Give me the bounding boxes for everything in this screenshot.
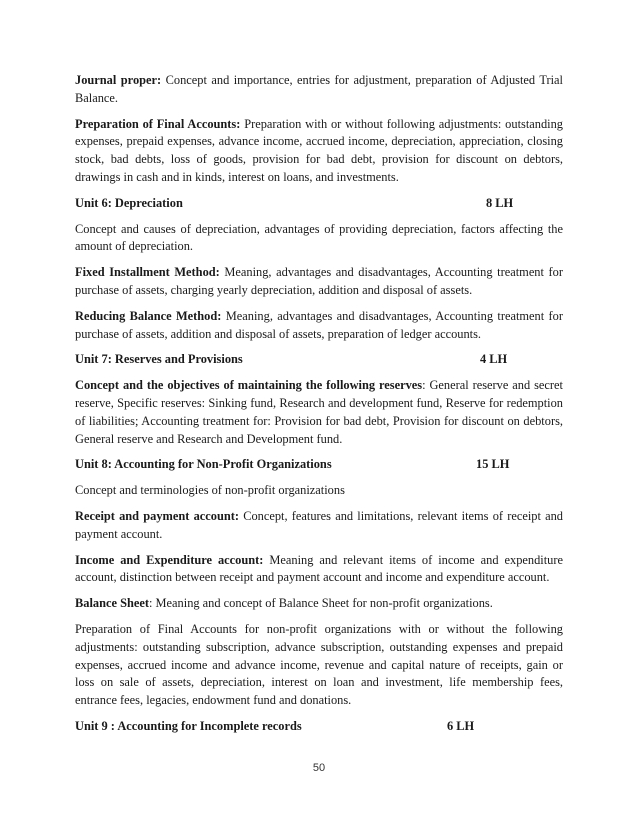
unit-7-hours: 4 LH [480, 352, 508, 367]
income-expenditure-paragraph [75, 552, 563, 588]
unit-8-hours: 15 LH [476, 457, 510, 472]
balance-sheet-paragraph [75, 595, 563, 613]
balance-sheet-label: Balance Sheet [75, 596, 149, 611]
unit-7-heading [75, 351, 563, 369]
unit-6-heading [75, 195, 563, 213]
receipt-payment-paragraph [75, 508, 563, 544]
unit-8-heading [75, 456, 563, 474]
journal-proper-text: Concept and importance, entries for adjustment, preparation of Adjusted Trial Balance. [75, 73, 563, 105]
unit-6-hours: 8 LH [486, 195, 514, 210]
npo-concept-paragraph: Concept and terminologies of non-profit organizations [75, 483, 345, 498]
final-accounts-paragraph [75, 116, 563, 187]
unit-7-title: Unit 7: Reserves and Provisions [75, 352, 243, 367]
reducing-balance-paragraph [75, 308, 563, 344]
page-number: 50 [312, 762, 326, 774]
unit-9-title: Unit 9 : Accounting for Incomplete records [75, 718, 302, 733]
reducing-balance-text: Meaning, advantages and disadvantages, Accounting treatment for purchase of assets, addition and disposal of assets, preparation of ledger accounts. [75, 308, 563, 341]
receipt-payment-label: Receipt and payment account: [75, 508, 240, 523]
final-accounts-label: Preparation of Final Accounts: [75, 116, 241, 131]
reserves-concept-label: Concept and the objectives of maintaining the following reserves [75, 378, 423, 393]
unit-9-heading [75, 718, 563, 736]
income-expenditure-text: Meaning and relevant items of income and expenditure account, distinction between receipt and payment account and income and expenditure account. [75, 552, 563, 585]
final-accounts-text: Preparation with or without following adjustments: outstanding expenses, prepaid expenses, advance income, accrued income, depreciation, appreciation, closing stock, bad debts, loss of goods, provision for bad debt, provision for discount on debtors, drawings in cash and in kinds, interest on loans, and investments. [75, 116, 564, 184]
income-expenditure-label: Income and Expenditure account: [75, 552, 264, 567]
unit-9-hours: 6 LH [447, 718, 475, 733]
fixed-installment-paragraph [75, 264, 563, 300]
unit-8-title: Unit 8: Accounting for Non-Profit Organizations [75, 457, 332, 472]
depreciation-concept-paragraph: Concept and causes of depreciation, advantages of providing depreciation, factors affecting the amount of depreciation. [75, 221, 563, 254]
document-page [75, 72, 563, 744]
balance-sheet-text: : Meaning and concept of Balance Sheet for non-profit organizations. [149, 596, 493, 611]
reducing-balance-label: Reducing Balance Method: [75, 308, 222, 323]
journal-proper-label: Journal proper: [75, 73, 162, 87]
npo-final-accounts-paragraph: Preparation of Final Accounts for non-profit organizations with or without the following adjustments: outstanding subscription, advance subscription, outstanding expenses and prepaid expenses, accrued income and advance income, revenue and capital nature of receipts, gain or loss on sale of assets, depreciation, interest on loan and investment, life membership fees, entrance fees, legacies, endowment fund and donations. [75, 621, 563, 708]
journal-proper-paragraph [75, 72, 563, 108]
reserves-concept-text: : General reserve and secret reserve, Specific reserves: Sinking fund, Research and development fund, Reserve for redemption of liabilities; Accounting treatment for: Provision for bad debt, Provision for discount on debtors, General reserve and Research and Development fund. [75, 378, 563, 446]
unit-6-title: Unit 6: Depreciation [75, 195, 183, 210]
reserves-concept-paragraph [75, 377, 563, 448]
fixed-installment-label: Fixed Installment Method: [75, 265, 220, 280]
receipt-payment-text: Concept, features and limitations, relevant items of receipt and payment account. [75, 508, 563, 541]
fixed-installment-text: Meaning, advantages and disadvantages, Accounting treatment for purchase of assets, charging yearly depreciation, addition and disposal of assets. [75, 265, 563, 297]
